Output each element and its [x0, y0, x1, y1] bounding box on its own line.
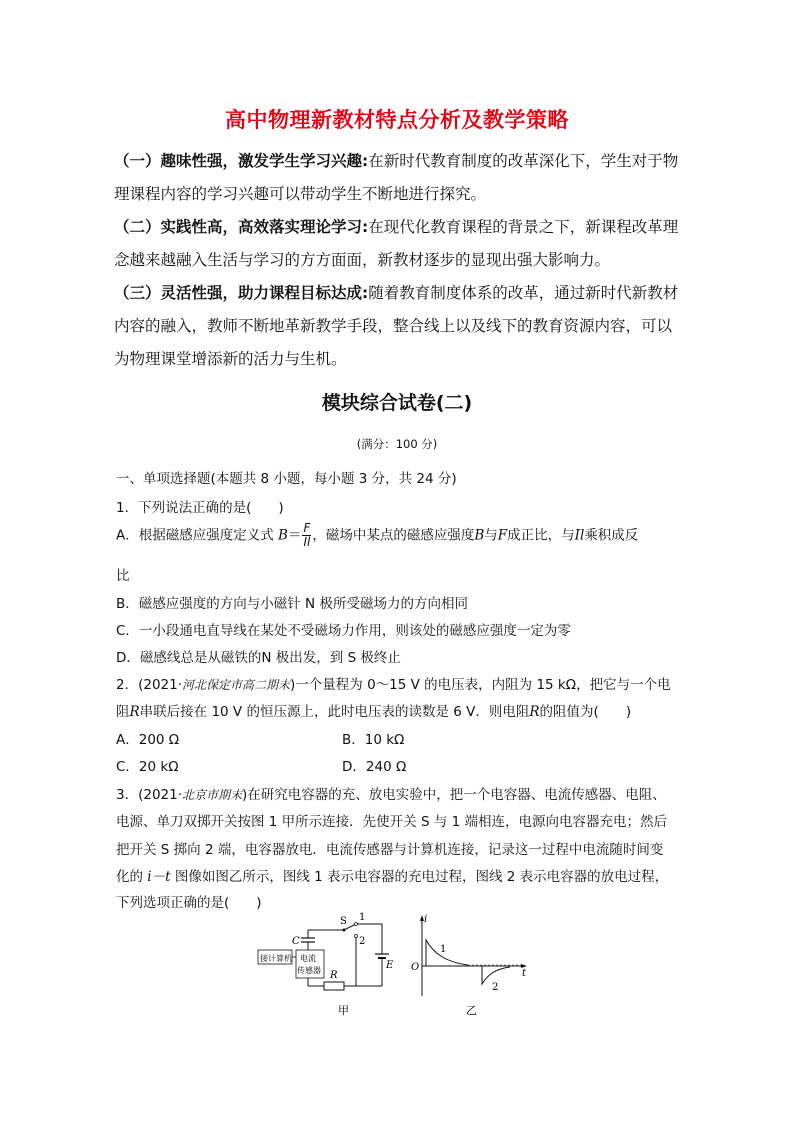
curve-label-2: 2 — [492, 982, 499, 993]
q1-a-Il: Il — [574, 527, 585, 544]
q2-line2-b: 串联后接在 10 V 的恒压源上，此时电压表的读数是 6 V．则电阻 — [139, 704, 530, 720]
q1-stem: 1．下列说法正确的是( ) — [116, 500, 284, 516]
q1-a-end: 乘积成反 — [584, 527, 639, 544]
q3-number: 3．(2021· — [116, 787, 183, 803]
q2-option-a: A．200 Ω — [116, 732, 180, 748]
q1-option-c: C．一小段通电直导线在某处不受磁场力作用，则该处的磁感应强度一定为零 — [116, 623, 571, 639]
label-t: t — [522, 968, 527, 979]
switch-contact-1 — [355, 923, 358, 926]
label-origin: O — [411, 962, 420, 973]
circuit-diagram — [256, 910, 396, 1020]
q1-a-mid2: 成正比，与 — [507, 527, 575, 544]
computer-label: 接计算机 — [260, 954, 292, 963]
q2-option-d: D．240 Ω — [342, 759, 407, 775]
q1-fraction — [302, 522, 311, 549]
q3-line-5: 下列选项正确的是( ) — [116, 895, 262, 911]
q2-option-b: B．10 kΩ — [342, 732, 405, 748]
q2-option-c: C．20 kΩ — [116, 759, 179, 775]
resistor — [324, 982, 344, 990]
score-note: (满分：100 分) — [356, 437, 438, 451]
q1-fraction-num: F — [303, 521, 311, 535]
caption-yi: 乙 — [466, 1004, 477, 1017]
label-S: S — [340, 916, 347, 927]
q1-fraction-den: Il — [303, 535, 311, 549]
q1-option-b: B．磁感应强度的方向与小磁针 N 极所受磁场力的方向相同 — [116, 596, 468, 612]
q2-R-2: R — [529, 704, 540, 720]
intro-heading-1: （一）趣味性强，激发学生学习兴趣: — [114, 152, 369, 170]
q2-R-1: R — [129, 704, 140, 720]
exam-title: 模块综合试卷(二) — [321, 392, 473, 414]
label-E: E — [386, 960, 394, 971]
intro-text-1: 在新时代教育制度的改革深化下，学生对于物理课程内容的学习兴趣可以带动学生不断地进行探究。 — [114, 152, 679, 203]
intro-text-3: 随着教育制度体系的改革，通过新时代新教材内容的融入，教师不断地革新教学手段，整合线上以及线下的教育资源内容，可以为物理课堂增添新的活力与生机。 — [114, 284, 679, 368]
intro-text-2: 在现代化教育课程的背景之下，新课程改革理念越来越融入生活与学习的方方面面，新教材逐步的显现出强大影响力。 — [114, 218, 679, 269]
q2-line2-a: 阻 — [116, 704, 130, 720]
q2-line1-rest: )一个量程为 0～15 V 的电压表，内阻为 15 kΩ，把它与一个电 — [290, 677, 671, 693]
intro-heading-3: （三）灵活性强，助力课程目标达成: — [114, 284, 369, 302]
q1-option-a-wrap: 比 — [116, 568, 130, 584]
q3-line-1 — [116, 783, 666, 803]
q1-a-rest: ，磁场中某点的磁感应强度 — [312, 527, 475, 544]
label-R: R — [330, 970, 338, 981]
label-i: i — [424, 914, 428, 925]
sensor-label-2: 传感器 — [297, 966, 321, 975]
intro-paragraph-3 — [114, 277, 680, 376]
intro-paragraph-2 — [114, 211, 680, 277]
q1-a-B2: B — [474, 527, 485, 544]
label-C: C — [292, 936, 300, 947]
q2-line-1 — [116, 673, 671, 693]
q1-a-mid: 与 — [484, 527, 498, 544]
q2-number: 2．(2021· — [116, 677, 183, 693]
current-time-graph — [406, 910, 536, 1020]
q1-option-d: D．磁感线总是从磁铁的N 极出发，到 S 极终止 — [116, 650, 401, 666]
intro-heading-2: （二）实践性高，高效落实理论学习: — [114, 218, 369, 236]
q3-line1-rest: )在研究电容器的充、放电实验中，把一个电容器、电流传感器、电阻、 — [242, 787, 666, 803]
q3-source: 北京市期末 — [182, 788, 243, 802]
q3-line4-a: 化的 — [116, 869, 148, 885]
q3-line4-b: 图像如图乙所示，图线 1 表示电容器的充电过程，图线 2 表示电容器的放电过程， — [170, 869, 669, 885]
intro-paragraph-1 — [114, 145, 680, 211]
q3-line-2: 电源、单刀双掷开关按图 1 甲所示连接．先使开关 S 与 1 端相连，电源向电容器充电；然后 — [116, 814, 667, 830]
curve-label-1: 1 — [440, 944, 447, 955]
q1-a-B: B — [278, 527, 288, 544]
q1-a-prefix: A．根据磁感应强度定义式 — [116, 527, 279, 544]
q2-source: 河北保定市高二期末 — [182, 678, 291, 692]
q2-line2-c: 的阻值为( ) — [539, 704, 632, 720]
sensor-label-1: 电流 — [300, 954, 316, 963]
q1-option-a — [116, 522, 686, 549]
q1-a-F: F — [497, 527, 508, 544]
charge-curve — [426, 940, 468, 966]
q1-a-eq: ＝ — [287, 527, 302, 544]
q3-line-3: 把开关 S 掷向 2 端，电容器放电．电流传感器与计算机连接，记录这一过程中电流随时间变 — [116, 842, 664, 858]
q3-it: i－t — [147, 869, 171, 885]
page-title: 高中物理新教材特点分析及教学策略 — [225, 108, 569, 132]
q2-line-2 — [116, 700, 631, 720]
section-heading: 一、单项选择题(本题共 8 小题，每小题 3 分，共 24 分) — [116, 471, 457, 487]
label-2: 2 — [359, 936, 366, 947]
q3-line-4 — [116, 865, 668, 885]
label-1: 1 — [359, 912, 366, 923]
caption-jia: 甲 — [338, 1004, 349, 1017]
